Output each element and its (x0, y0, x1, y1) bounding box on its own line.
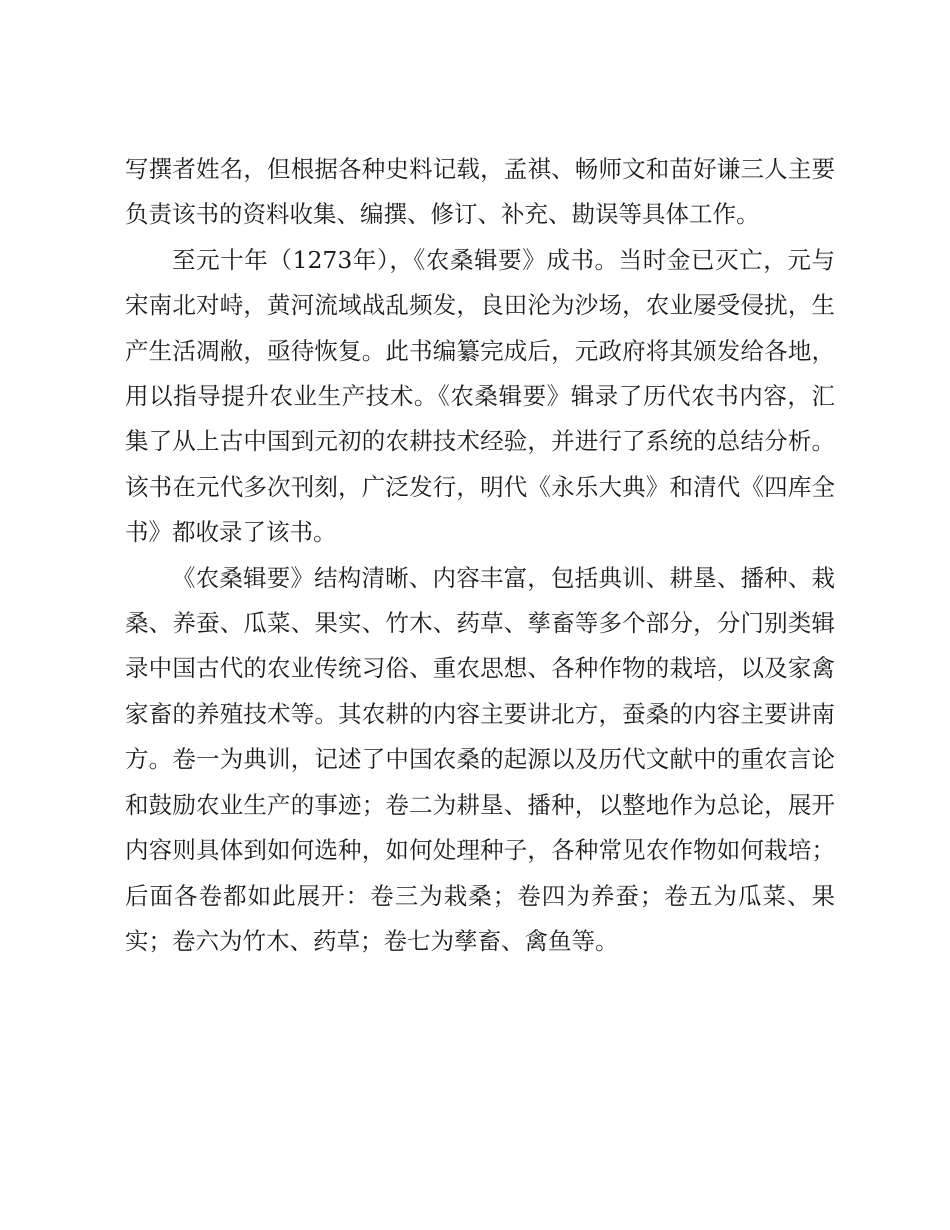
document-body (125, 147, 835, 964)
paragraph-continuation: 写撰者姓名，但根据各种史料记载，孟祺、畅师文和苗好谦三人主要负责该书的资料收集、编撰、修订、补充、勘误等具体工作。 (125, 155, 835, 229)
paragraph-book-completion: 至元十年（1273年），《农桑辑要》成书。当时金已灭亡，元与宋南北对峙，黄河流域战乱频发，良田沦为沙场，农业屡受侵扰，生产生活凋敝，亟待恢复。此书编纂完成后，元政府将其颁发给各地，用以指导提升农业生产技术。《农桑辑要》辑录了历代农书内容，汇集了从上古中国到元初的农耕技术经验，并进行了系统的总结分析。该书在元代多次刊刻，广泛发行，明代《永乐大典》和清代《四库全书》都收录了该书。 (125, 245, 835, 547)
paragraph-book-structure: 《农桑辑要》结构清晰、内容丰富，包括典训、耕垦、播种、栽桑、养蚕、瓜菜、果实、竹木、药草、孳畜等多个部分，分门别类辑录中国古代的农业传统习俗、重农思想、各种作物的栽培，以及家禽家畜的养殖技术等。其农耕的内容主要讲北方，蚕桑的内容主要讲南方。卷一为典训，记述了中国农桑的起源以及历代文献中的重农言论和鼓励农业生产的事迹；卷二为耕垦、播种，以整地作为总论，展开内容则具体到如何选种，如何处理种子，各种常见农作物如何栽培；后面各卷都如此展开：卷三为栽桑；卷四为养蚕；卷五为瓜菜、果实；卷六为竹木、药草；卷七为孳畜、禽鱼等。 (125, 563, 835, 955)
